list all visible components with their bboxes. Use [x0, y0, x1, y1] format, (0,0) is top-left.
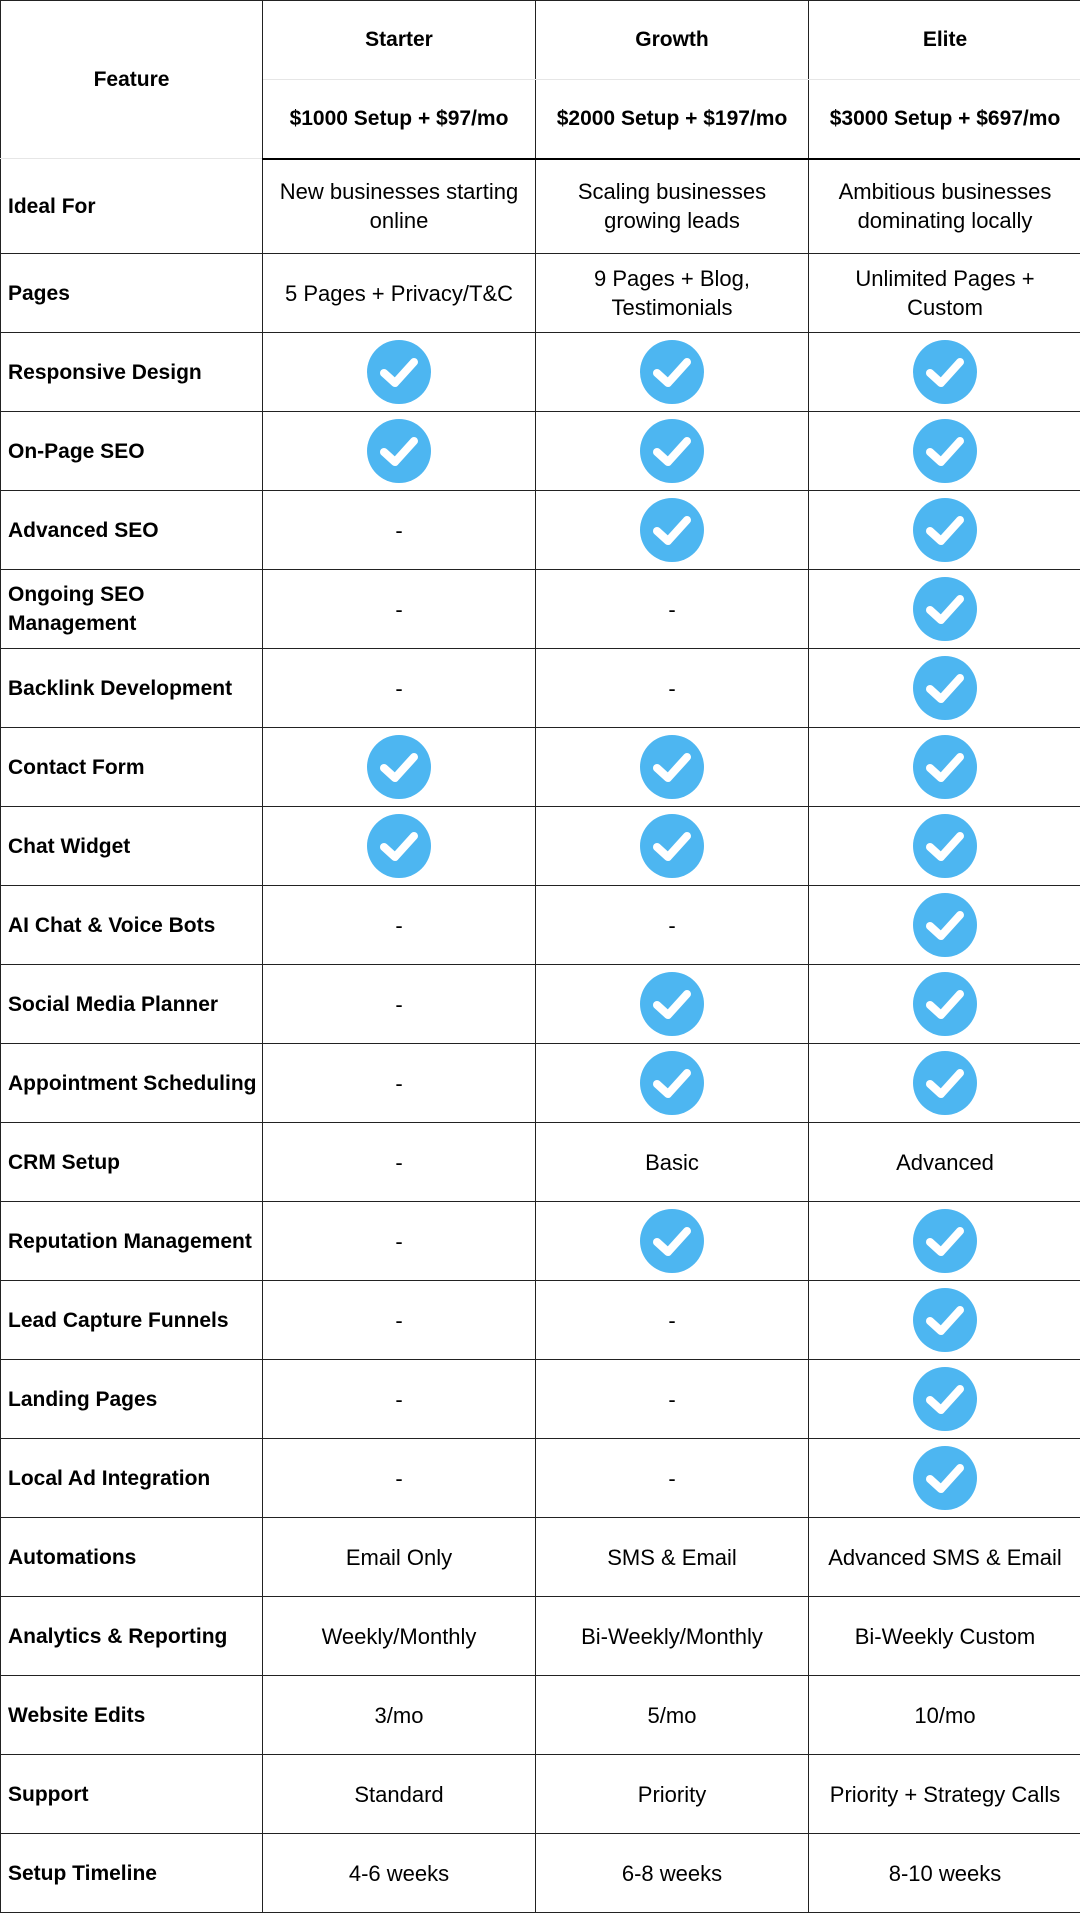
cell-growth-value: Scaling businesses growing leads	[536, 159, 809, 254]
dash-mark: -	[668, 675, 676, 701]
cell-growth-value: 6-8 weeks	[536, 1834, 809, 1913]
cell-growth-not-included	[536, 1360, 809, 1439]
feature-label: Local Ad Integration	[1, 1439, 263, 1518]
dash-mark: -	[668, 912, 676, 938]
cell-growth-value: Bi-Weekly/Monthly	[536, 1597, 809, 1676]
cell-starter-value: 5 Pages + Privacy/T&C	[263, 254, 536, 333]
cell-growth-not-included	[536, 1281, 809, 1360]
table-row	[1, 1676, 1080, 1755]
cell-elite-included	[809, 412, 1080, 491]
table-row	[1, 965, 1080, 1044]
cell-growth-included	[536, 965, 809, 1044]
feature-label: Ideal For	[1, 159, 263, 254]
cell-starter-not-included	[263, 1360, 536, 1439]
cell-elite-value: 8-10 weeks	[809, 1834, 1080, 1913]
dash-mark: -	[668, 1307, 676, 1333]
check-circle-icon	[640, 419, 704, 483]
table-header	[1, 1, 1080, 159]
cell-starter-not-included	[263, 1123, 536, 1202]
table-row	[1, 1834, 1080, 1913]
cell-elite-value: Advanced SMS & Email	[809, 1518, 1080, 1597]
cell-starter-included	[263, 412, 536, 491]
cell-growth-value: Priority	[536, 1755, 809, 1834]
cell-growth-included	[536, 412, 809, 491]
feature-label: CRM Setup	[1, 1123, 263, 1202]
table-row	[1, 1360, 1080, 1439]
dash-mark: -	[668, 596, 676, 622]
cell-elite-included	[809, 965, 1080, 1044]
check-circle-icon	[913, 1367, 977, 1431]
table-row	[1, 728, 1080, 807]
table-row	[1, 1597, 1080, 1676]
feature-label: Pages	[1, 254, 263, 333]
dash-mark: -	[395, 1070, 403, 1096]
tier-header-starter: Starter	[263, 1, 536, 80]
cell-starter-included	[263, 807, 536, 886]
check-circle-icon	[640, 1051, 704, 1115]
feature-label: Analytics & Reporting	[1, 1597, 263, 1676]
cell-elite-value: Advanced	[809, 1123, 1080, 1202]
feature-label: Reputation Management	[1, 1202, 263, 1281]
check-circle-icon	[913, 656, 977, 720]
cell-starter-included	[263, 728, 536, 807]
feature-column-header: Feature	[1, 1, 263, 159]
feature-label: Website Edits	[1, 1676, 263, 1755]
table-row	[1, 649, 1080, 728]
feature-label: Appointment Scheduling	[1, 1044, 263, 1123]
check-circle-icon	[367, 419, 431, 483]
dash-mark: -	[395, 1228, 403, 1254]
feature-label: On-Page SEO	[1, 412, 263, 491]
cell-starter-not-included	[263, 1202, 536, 1281]
table-row	[1, 1281, 1080, 1360]
cell-elite-value: Unlimited Pages + Custom	[809, 254, 1080, 333]
check-circle-icon	[640, 814, 704, 878]
cell-growth-included	[536, 1202, 809, 1281]
cell-elite-included	[809, 1202, 1080, 1281]
feature-label: Ongoing SEO Management	[1, 570, 263, 649]
table-row	[1, 254, 1080, 333]
cell-growth-not-included	[536, 649, 809, 728]
cell-starter-not-included	[263, 491, 536, 570]
cell-elite-included	[809, 333, 1080, 412]
feature-label: Automations	[1, 1518, 263, 1597]
feature-label: Backlink Development	[1, 649, 263, 728]
cell-starter-not-included	[263, 1281, 536, 1360]
cell-starter-not-included	[263, 965, 536, 1044]
check-circle-icon	[640, 498, 704, 562]
table-row	[1, 1755, 1080, 1834]
check-circle-icon	[367, 735, 431, 799]
check-circle-icon	[913, 972, 977, 1036]
check-circle-icon	[640, 972, 704, 1036]
dash-mark: -	[395, 912, 403, 938]
table-row	[1, 159, 1080, 254]
feature-label: Landing Pages	[1, 1360, 263, 1439]
table-row	[1, 1518, 1080, 1597]
cell-starter-not-included	[263, 570, 536, 649]
check-circle-icon	[913, 1446, 977, 1510]
feature-label: Responsive Design	[1, 333, 263, 412]
cell-starter-not-included	[263, 1044, 536, 1123]
feature-label: Setup Timeline	[1, 1834, 263, 1913]
check-circle-icon	[913, 814, 977, 878]
table-row	[1, 491, 1080, 570]
cell-growth-not-included	[536, 1439, 809, 1518]
check-circle-icon	[913, 1051, 977, 1115]
check-circle-icon	[640, 340, 704, 404]
cell-starter-included	[263, 333, 536, 412]
check-circle-icon	[913, 1209, 977, 1273]
dash-mark: -	[395, 675, 403, 701]
table-row	[1, 1202, 1080, 1281]
table-body	[1, 159, 1080, 1913]
cell-growth-value: 5/mo	[536, 1676, 809, 1755]
table-row	[1, 1439, 1080, 1518]
dash-mark: -	[668, 1465, 676, 1491]
cell-growth-value: Basic	[536, 1123, 809, 1202]
check-circle-icon	[367, 340, 431, 404]
dash-mark: -	[395, 991, 403, 1017]
cell-growth-included	[536, 1044, 809, 1123]
cell-elite-included	[809, 491, 1080, 570]
cell-starter-not-included	[263, 886, 536, 965]
cell-growth-value: 9 Pages + Blog, Testimonials	[536, 254, 809, 333]
cell-elite-value: Priority + Strategy Calls	[809, 1755, 1080, 1834]
cell-growth-included	[536, 728, 809, 807]
cell-growth-included	[536, 333, 809, 412]
tier-name-row	[1, 1, 1080, 80]
feature-label: AI Chat & Voice Bots	[1, 886, 263, 965]
cell-starter-value: Weekly/Monthly	[263, 1597, 536, 1676]
feature-label: Advanced SEO	[1, 491, 263, 570]
cell-growth-not-included	[536, 886, 809, 965]
cell-elite-included	[809, 1439, 1080, 1518]
cell-elite-included	[809, 807, 1080, 886]
tier-price-elite: $3000 Setup + $697/mo	[809, 80, 1080, 159]
check-circle-icon	[913, 498, 977, 562]
cell-elite-included	[809, 1044, 1080, 1123]
table-row	[1, 333, 1080, 412]
tier-header-growth: Growth	[536, 1, 809, 80]
check-circle-icon	[913, 419, 977, 483]
check-circle-icon	[913, 1288, 977, 1352]
cell-starter-value: 3/mo	[263, 1676, 536, 1755]
tier-header-elite: Elite	[809, 1, 1080, 80]
check-circle-icon	[640, 735, 704, 799]
cell-elite-included	[809, 570, 1080, 649]
cell-elite-included	[809, 886, 1080, 965]
dash-mark: -	[668, 1386, 676, 1412]
table-row	[1, 1123, 1080, 1202]
cell-elite-value: Bi-Weekly Custom	[809, 1597, 1080, 1676]
cell-starter-not-included	[263, 1439, 536, 1518]
tier-price-growth: $2000 Setup + $197/mo	[536, 80, 809, 159]
check-circle-icon	[367, 814, 431, 878]
feature-label: Contact Form	[1, 728, 263, 807]
check-circle-icon	[640, 1209, 704, 1273]
cell-growth-included	[536, 807, 809, 886]
cell-starter-value: Standard	[263, 1755, 536, 1834]
feature-label: Lead Capture Funnels	[1, 1281, 263, 1360]
table-row	[1, 570, 1080, 649]
cell-growth-not-included	[536, 570, 809, 649]
cell-elite-included	[809, 649, 1080, 728]
check-circle-icon	[913, 893, 977, 957]
check-circle-icon	[913, 577, 977, 641]
feature-label: Social Media Planner	[1, 965, 263, 1044]
feature-label: Chat Widget	[1, 807, 263, 886]
cell-elite-value: Ambitious businesses dominating locally	[809, 159, 1080, 254]
cell-starter-value: 4-6 weeks	[263, 1834, 536, 1913]
cell-starter-value: Email Only	[263, 1518, 536, 1597]
cell-elite-value: 10/mo	[809, 1676, 1080, 1755]
table-row	[1, 412, 1080, 491]
table-row	[1, 886, 1080, 965]
dash-mark: -	[395, 1465, 403, 1491]
cell-growth-value: SMS & Email	[536, 1518, 809, 1597]
dash-mark: -	[395, 1386, 403, 1412]
feature-label: Support	[1, 1755, 263, 1834]
dash-mark: -	[395, 1149, 403, 1175]
cell-growth-included	[536, 491, 809, 570]
cell-elite-included	[809, 1281, 1080, 1360]
check-circle-icon	[913, 340, 977, 404]
cell-elite-included	[809, 1360, 1080, 1439]
dash-mark: -	[395, 517, 403, 543]
tier-price-starter: $1000 Setup + $97/mo	[263, 80, 536, 159]
cell-starter-not-included	[263, 649, 536, 728]
dash-mark: -	[395, 1307, 403, 1333]
cell-elite-included	[809, 728, 1080, 807]
table-row	[1, 1044, 1080, 1123]
cell-starter-value: New businesses starting online	[263, 159, 536, 254]
dash-mark: -	[395, 596, 403, 622]
check-circle-icon	[913, 735, 977, 799]
table-row	[1, 807, 1080, 886]
